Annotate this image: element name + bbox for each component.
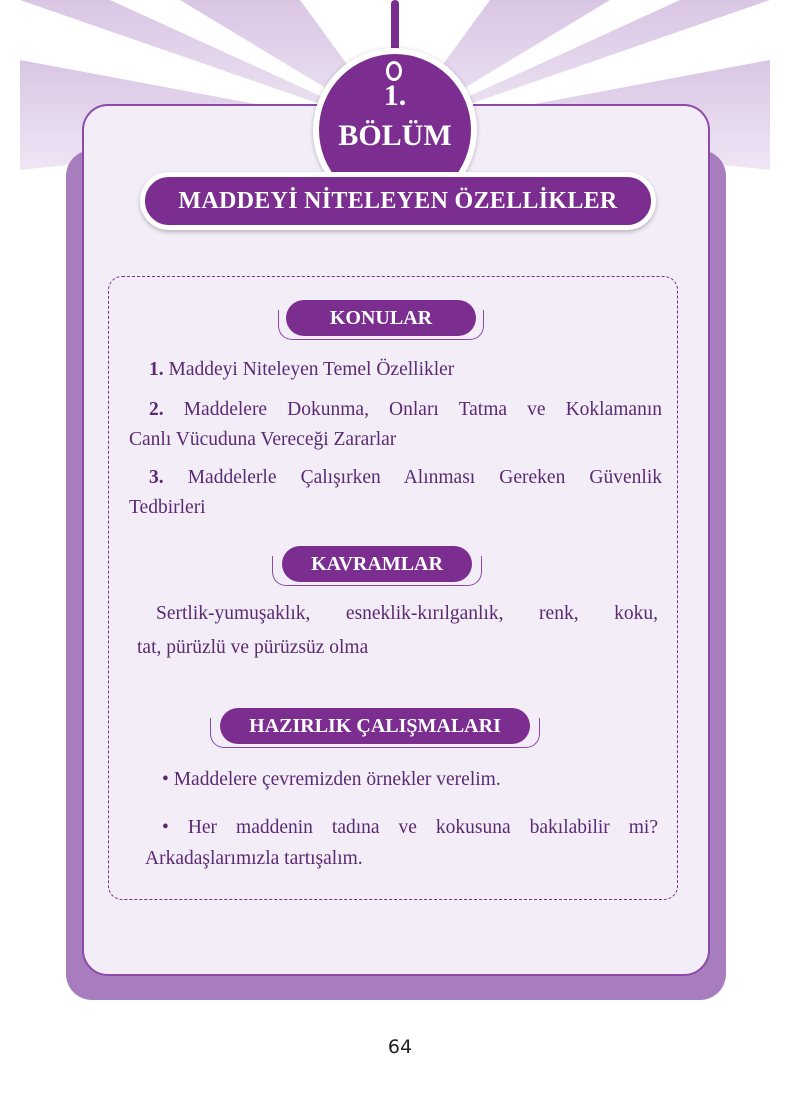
hazirlik-heading-group xyxy=(210,708,540,748)
chapter-title-banner xyxy=(140,172,656,230)
page-number: 64 xyxy=(387,1036,413,1058)
konular-item-1 xyxy=(149,354,669,385)
kavramlar-text-line2: tat, pürüzlü ve pürüzsüz olma xyxy=(137,637,369,658)
item-text: Maddelere çevremizden örnekler verelim. xyxy=(173,769,501,790)
item-number: 1. xyxy=(149,359,164,380)
konular-item-3-line1 xyxy=(149,462,662,493)
konular-heading: KONULAR xyxy=(286,300,476,336)
item-text: Maddelerle Çalışırken Alınması Gereken Güvenlik xyxy=(187,467,662,488)
chapter-number: 1. xyxy=(383,79,407,112)
hazirlik-heading: HAZIRLIK ÇALIŞMALARI xyxy=(220,708,530,744)
item-text: Maddelere Dokunma, Onları Tatma ve Koklamanın xyxy=(183,399,662,420)
badge-ring xyxy=(386,61,402,81)
konular-item-2-line1 xyxy=(149,394,662,425)
item-text: Her maddenin tadına ve kokusuna bakılabilir mi? xyxy=(187,817,658,838)
item-number: 3. xyxy=(149,467,164,488)
konular-item-3-line2: Tedbirleri xyxy=(129,497,206,518)
kavramlar-heading: KAVRAMLAR xyxy=(282,546,472,582)
hazirlik-item-1 xyxy=(162,764,662,795)
item-text: Maddeyi Niteleyen Temel Özellikler xyxy=(168,359,455,380)
konular-item-2-line2: Canlı Vücuduna Vereceği Zararlar xyxy=(129,429,397,450)
kavramlar-heading-group xyxy=(272,546,482,586)
bullet: • xyxy=(162,769,169,790)
hazirlik-item-2-line1 xyxy=(162,812,658,843)
kavramlar-text-line1: Sertlik-yumuşaklık, esneklik-kırılganlık, renk, koku, xyxy=(156,603,658,624)
konular-heading-group xyxy=(278,300,484,340)
chapter-label: BÖLÜM xyxy=(338,119,452,152)
chapter-title: MADDEYİ NİTELEYEN ÖZELLİKLER xyxy=(178,187,618,214)
bullet: • xyxy=(162,817,169,838)
hazirlik-item-2-line2: Arkadaşlarımızla tartışalım. xyxy=(145,848,363,869)
item-number: 2. xyxy=(149,399,164,420)
